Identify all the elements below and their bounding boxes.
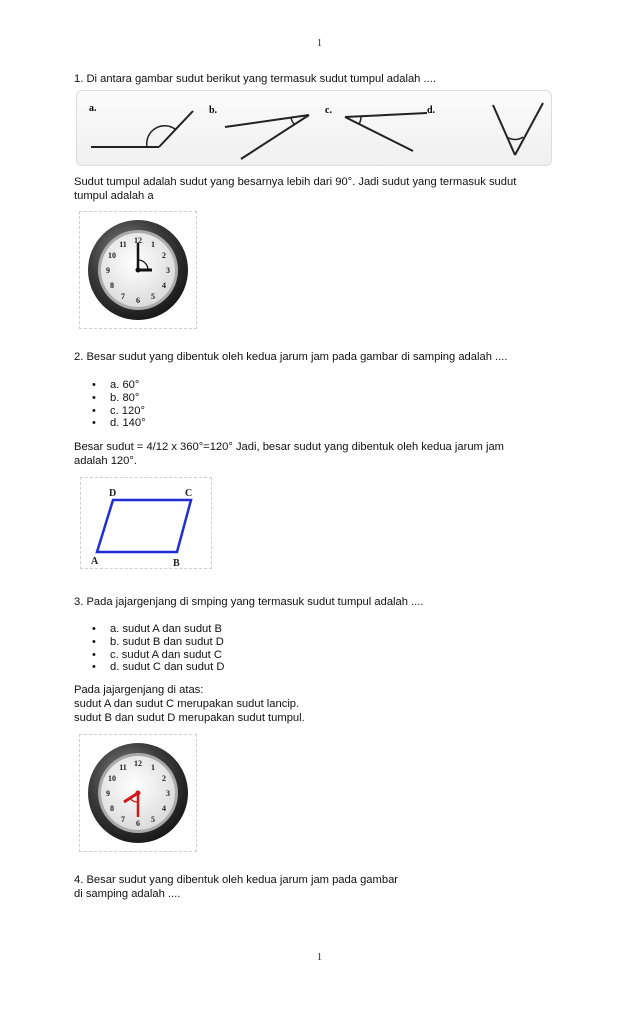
clock-image-2 [78, 733, 198, 853]
angle-a-figure [89, 103, 193, 147]
parallelogram-image [79, 476, 213, 570]
clock-numeral: 9 [106, 266, 110, 275]
question-3-answer-line-2: sudut A dan sudut C merupakan sudut lancip. [74, 698, 300, 710]
parallelogram-shape [97, 500, 191, 552]
footer-page-number: 1 [317, 952, 322, 963]
angle-c-label: c. [325, 105, 332, 116]
clock-numeral: 3 [166, 789, 170, 798]
clock-numeral: 8 [110, 804, 114, 813]
angle-b-label: b. [209, 105, 218, 116]
clock-1-svg [78, 210, 198, 330]
question-2-option-b: • b. 80° [92, 392, 146, 405]
question-2-options [92, 379, 146, 430]
angle-b-figure [209, 105, 309, 159]
angle-a-label: a. [89, 103, 97, 114]
clock-numeral: 11 [119, 763, 127, 772]
clock-numeral: 4 [162, 281, 166, 290]
clock-numeral: 5 [151, 292, 155, 301]
angle-d-figure [427, 103, 543, 155]
question-1-text: 1. Di antara gambar sudut berikut yang termasuk sudut tumpul adalah .... [74, 73, 436, 85]
clock-numeral: 6 [136, 819, 140, 828]
clock-numeral: 2 [162, 774, 166, 783]
angle-d-label: d. [427, 105, 436, 116]
question-3-option-d: • d. sudut C dan sudut D [92, 661, 224, 674]
question-4-text-line-1: 4. Besar sudut yang dibentuk oleh kedua jarum jam pada gambar [74, 874, 399, 886]
clock-numeral: 5 [151, 815, 155, 824]
clock-numeral: 6 [136, 296, 140, 305]
clock-numeral: 9 [106, 789, 110, 798]
question-2-option-d: • d. 140° [92, 417, 146, 430]
clock-numeral: 1 [151, 763, 155, 772]
clock-numeral: 12 [134, 236, 142, 245]
header-page-number: 1 [317, 38, 322, 49]
angle-figures-strip [76, 90, 552, 166]
parallelogram-svg [79, 476, 213, 570]
clock-numeral: 1 [151, 240, 155, 249]
clock-2-svg [78, 733, 198, 853]
angle-c-figure [325, 105, 427, 151]
vertex-label-a: A [91, 556, 99, 567]
question-2-option-a: • a. 60° [92, 379, 146, 392]
question-2-option-c: • c. 120° [92, 405, 146, 418]
question-3-answer-line-1: Pada jajargenjang di atas: [74, 684, 204, 696]
question-2-answer-line-1: Besar sudut = 4/12 x 360°=120° Jadi, besar sudut yang dibentuk oleh kedua jarum jam [74, 441, 504, 453]
clock-image-1 [78, 210, 198, 330]
question-1-answer-line-1: Sudut tumpul adalah sudut yang besarnya lebih dari 90°. Jadi sudut yang termasuk sudut [74, 176, 517, 188]
clock-numeral: 10 [108, 251, 116, 260]
clock-numeral: 11 [119, 240, 127, 249]
angle-figures-image [77, 91, 551, 165]
clock-numeral: 12 [134, 759, 142, 768]
vertex-label-d: D [109, 488, 117, 499]
question-4-text-line-2: di samping adalah .... [74, 888, 181, 900]
clock-numeral: 3 [166, 266, 170, 275]
question-3-option-a: • a. sudut A dan sudut B [92, 623, 224, 636]
vertex-label-b: B [173, 558, 180, 569]
question-1-answer-line-2: tumpul adalah a [74, 190, 154, 202]
clock-numeral: 8 [110, 281, 114, 290]
question-2-answer-line-2: adalah 120°. [74, 455, 137, 467]
question-3-text: 3. Pada jajargenjang di smping yang termasuk sudut tumpul adalah .... [74, 596, 424, 608]
question-3-options [92, 623, 224, 674]
clock-numeral: 7 [121, 815, 125, 824]
question-3-option-b: • b. sudut B dan sudut D [92, 636, 224, 649]
clock-numeral: 7 [121, 292, 125, 301]
clock-numeral: 4 [162, 804, 166, 813]
question-3-option-c: • c. sudut A dan sudut C [92, 649, 224, 662]
question-3-answer-line-3: sudut B dan sudut D merupakan sudut tumpul. [74, 712, 305, 724]
clock-numeral: 10 [108, 774, 116, 783]
vertex-label-c: C [185, 488, 193, 499]
question-2-text: 2. Besar sudut yang dibentuk oleh kedua jarum jam pada gambar di samping adalah .... [74, 351, 508, 363]
clock-numeral: 2 [162, 251, 166, 260]
